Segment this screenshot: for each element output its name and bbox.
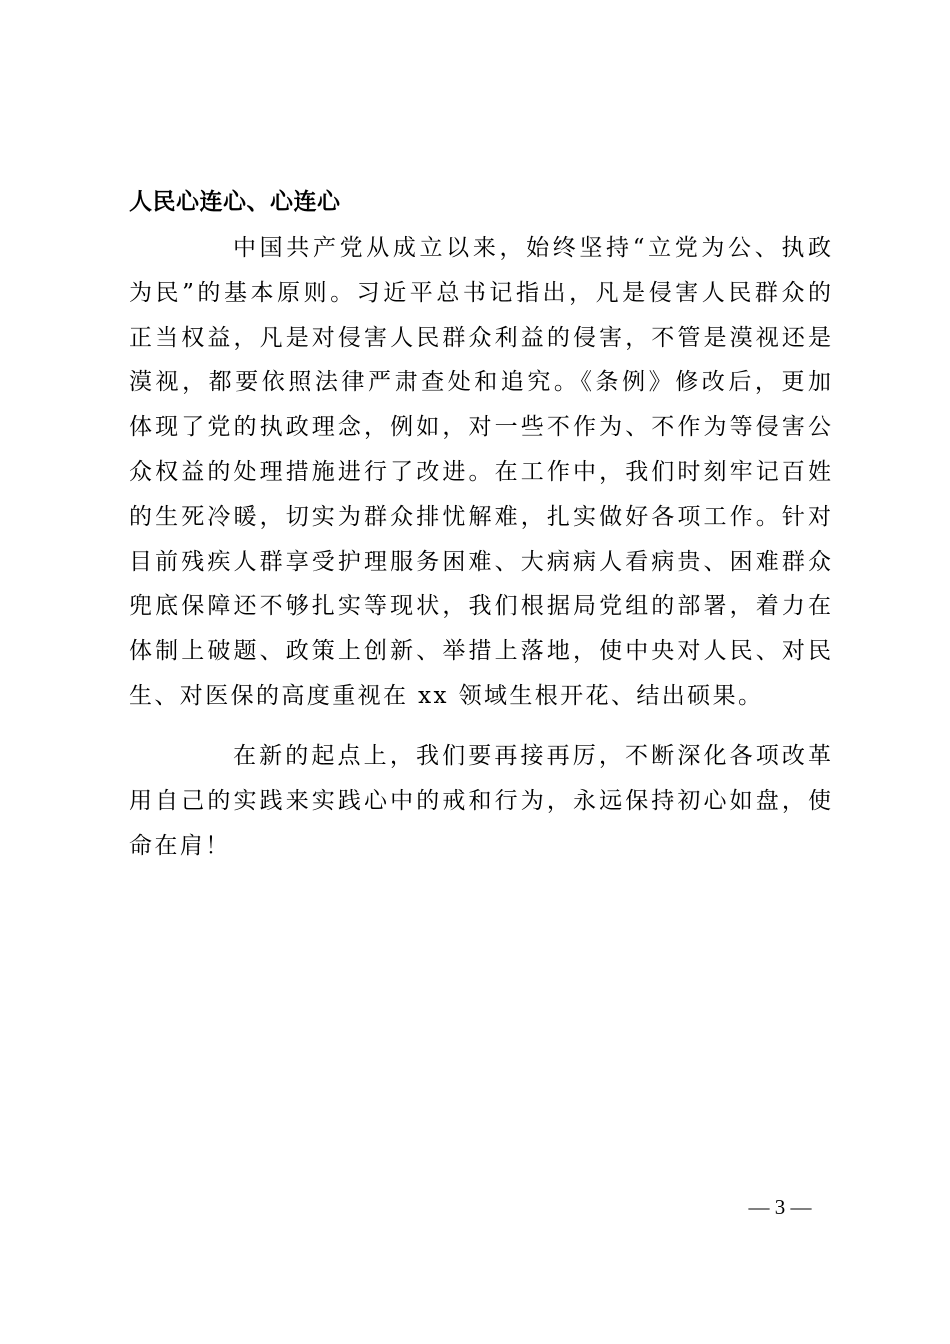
paragraph-line: 为民”的基本原则。习近平总书记指出，凡是侵害人民群众的 bbox=[129, 279, 831, 306]
paragraph-2 bbox=[129, 734, 831, 868]
section-heading: 人民心连心、心连心 bbox=[129, 189, 341, 215]
paragraph-line: 中国共产党从成立以来，始终坚持“立党为公、执政 bbox=[233, 235, 831, 261]
paragraph-line: 在新的起点上，我们要再接再厉，不断深化各项改革 bbox=[233, 743, 831, 769]
paragraph-line: 目前残疾人群享受护理服务困难、大病病人看病贵、困难群众 bbox=[129, 548, 831, 575]
paragraph-line: 体现了党的执政理念，例如，对一些不作为、不作为等侵害公 bbox=[129, 414, 831, 441]
paragraph-line: 命在肩！ bbox=[129, 832, 231, 859]
paragraph-line: 生、对医保的高度重视在 xx 领域生根开花、结出硕果。 bbox=[129, 682, 764, 709]
paragraph-line: 的生死冷暖，切实为群众排忧解难，扎实做好各项工作。针对 bbox=[129, 503, 831, 530]
paragraph-line: 兜底保障还不够扎实等现状，我们根据局党组的部署，着力在 bbox=[129, 593, 831, 620]
paragraph-line: 众权益的处理措施进行了改进。在工作中，我们时刻牢记百姓 bbox=[129, 458, 831, 485]
paragraph-line: 体制上破题、政策上创新、举措上落地，使中央对人民、对民 bbox=[129, 638, 831, 665]
paragraph-line: 正当权益，凡是对侵害人民群众利益的侵害，不管是漠视还是 bbox=[129, 324, 831, 351]
paragraph-line: 用自己的实践来实践心中的戒和行为，永远保持初心如盘，使 bbox=[129, 787, 831, 814]
paragraph-line: 漠视，都要依照法律严肃查处和追究。《条例》修改后，更加 bbox=[129, 369, 831, 396]
paragraph-1 bbox=[129, 226, 831, 719]
page-number: — 3 — bbox=[748, 1195, 812, 1219]
